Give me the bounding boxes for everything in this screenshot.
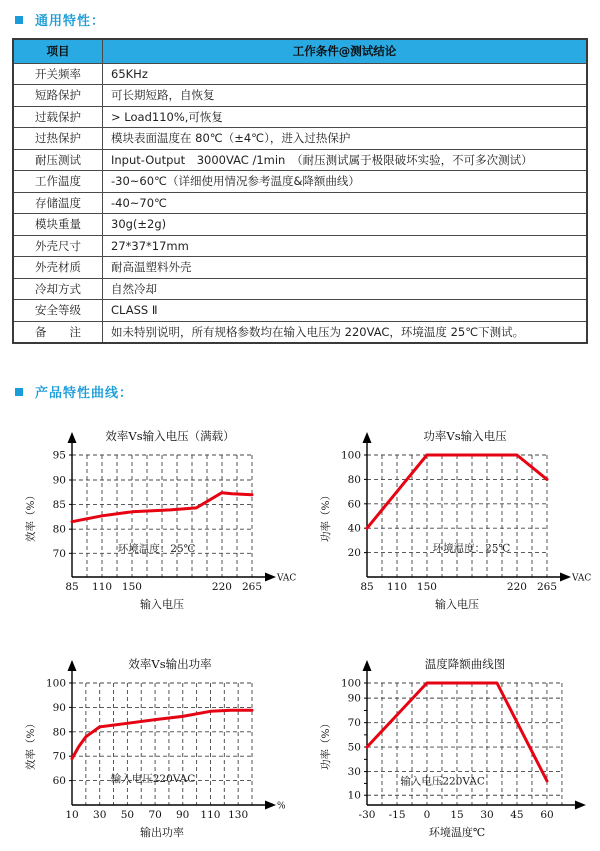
- x-axis-title: 输入电压: [435, 598, 479, 611]
- chart-canvas: [22, 427, 305, 619]
- section-heading-curves: [12, 382, 588, 401]
- svg-text:100: 100: [45, 677, 66, 690]
- svg-text:85: 85: [360, 581, 374, 593]
- svg-text:30: 30: [347, 766, 361, 779]
- spec-table-body: [13, 63, 587, 343]
- table-row: [13, 257, 587, 279]
- spec-value-cell: -30~60℃（详细使用情况参考温度&降额曲线）: [103, 171, 588, 193]
- x-unit-label: VAC: [572, 573, 592, 584]
- svg-text:45: 45: [510, 809, 524, 821]
- table-row: [13, 149, 587, 171]
- spec-value-cell: 65KHz: [103, 63, 588, 85]
- chart-efficiency-vs-input-voltage: [22, 427, 305, 619]
- svg-text:10: 10: [65, 809, 79, 821]
- x-unit-label: VAC: [277, 573, 297, 584]
- svg-text:100: 100: [340, 677, 361, 690]
- svg-text:60: 60: [540, 809, 554, 821]
- svg-text:220: 220: [506, 581, 527, 593]
- svg-text:150: 150: [416, 581, 437, 593]
- svg-text:70: 70: [52, 547, 66, 560]
- col-header-item: 项目: [13, 39, 103, 63]
- charts-section: [12, 344, 592, 847]
- table-row: [13, 278, 587, 300]
- chart-annotation: 输入电压220VAC: [110, 772, 196, 785]
- svg-text:90: 90: [52, 474, 66, 487]
- svg-text:15: 15: [450, 809, 464, 821]
- spec-value-cell: 耐高温塑料外壳: [103, 257, 588, 279]
- chart-efficiency-vs-output-power: [22, 655, 305, 847]
- spec-value-cell: > Load110%,可恢复: [103, 106, 588, 128]
- section-heading-general: [12, 10, 588, 29]
- chart-title: 功率Vs输入电压: [423, 429, 507, 443]
- svg-text:100: 100: [340, 449, 361, 462]
- bullet-square-icon: [15, 388, 23, 396]
- spec-item-cell: 存储温度: [13, 192, 103, 214]
- table-row: [13, 235, 587, 257]
- svg-text:60: 60: [347, 498, 361, 511]
- chart-canvas: [317, 655, 600, 847]
- svg-text:110: 110: [387, 581, 408, 593]
- spec-item-cell: 耐压测试: [13, 149, 103, 171]
- chart-temperature-derating-curve: [317, 655, 600, 847]
- spec-item-cell: 过载保护: [13, 106, 103, 128]
- table-row: [13, 106, 587, 128]
- chart-canvas: [22, 655, 305, 847]
- y-axis-title: 效率（%）: [25, 718, 37, 770]
- svg-text:130: 130: [228, 809, 249, 821]
- spec-value-cell: CLASS Ⅱ: [103, 300, 588, 322]
- svg-text:60: 60: [52, 775, 66, 788]
- svg-text:30: 30: [93, 809, 107, 821]
- spec-item-cell: 工作温度: [13, 171, 103, 193]
- svg-text:80: 80: [52, 523, 66, 536]
- y-axis-title: 效率（%）: [25, 490, 37, 542]
- svg-text:110: 110: [92, 581, 113, 593]
- svg-text:220: 220: [211, 581, 232, 593]
- svg-text:95: 95: [52, 449, 66, 462]
- x-unit-label: %: [277, 801, 286, 812]
- svg-text:90: 90: [347, 692, 361, 705]
- x-axis-title: 输出功率: [140, 826, 184, 839]
- spec-value-cell: 可长期短路，自恢复: [103, 85, 588, 107]
- x-axis-title: 环境温度℃: [428, 826, 486, 839]
- data-curve: [72, 710, 252, 758]
- spec-value-cell: Input-Output 3000VAC /1min （耐压测试属于极限破坏实验，不可多次测试）: [103, 149, 588, 171]
- spec-item-cell: 外壳尺寸: [13, 235, 103, 257]
- spec-value-cell: 30g(±2g): [103, 214, 588, 236]
- svg-text:70: 70: [52, 750, 66, 763]
- svg-text:70: 70: [347, 717, 361, 730]
- svg-text:0: 0: [423, 809, 431, 821]
- chart-title: 温度降额曲线图: [424, 657, 506, 671]
- y-axis-title: 功率（%）: [320, 718, 332, 770]
- spec-value-cell: 如未特别说明，所有规格参数均在输入电压为 220VAC，环境温度 25℃下测试。: [103, 321, 588, 343]
- svg-text:30: 30: [480, 809, 494, 821]
- spec-item-cell: 备 注: [13, 321, 103, 343]
- spec-value-cell: 模块表面温度在 80℃（±4℃），进入过热保护: [103, 128, 588, 150]
- spec-item-cell: 过热保护: [13, 128, 103, 150]
- spec-value-cell: 自然冷却: [103, 278, 588, 300]
- chart-annotation: 环境温度：25℃: [432, 542, 511, 555]
- chart-title: 效率Vs输入电压（满载）: [105, 429, 235, 443]
- spec-item-cell: 模块重量: [13, 214, 103, 236]
- svg-text:90: 90: [52, 701, 66, 714]
- section-title-general: 通用特性：: [35, 14, 106, 29]
- col-header-conditions: 工作条件@测试结论: [103, 39, 588, 63]
- svg-text:40: 40: [347, 522, 361, 535]
- chart-canvas: [317, 427, 600, 619]
- table-row: [13, 171, 587, 193]
- spec-value-cell: 27*37*17mm: [103, 235, 588, 257]
- svg-text:50: 50: [347, 741, 361, 754]
- svg-text:50: 50: [120, 809, 135, 821]
- svg-text:70: 70: [148, 809, 162, 821]
- y-axis-title: 功率（%）: [320, 490, 332, 542]
- spec-table-head: [13, 39, 587, 63]
- spec-item-cell: 外壳材质: [13, 257, 103, 279]
- spec-item-cell: 开关频率: [13, 63, 103, 85]
- svg-text:20: 20: [347, 547, 361, 560]
- svg-text:110: 110: [200, 809, 221, 821]
- spec-value-cell: -40~70℃: [103, 192, 588, 214]
- svg-text:265: 265: [241, 581, 263, 593]
- svg-text:80: 80: [52, 726, 66, 739]
- spec-item-cell: 冷却方式: [13, 278, 103, 300]
- svg-text:-15: -15: [388, 809, 406, 821]
- table-row: [13, 192, 587, 214]
- svg-text:85: 85: [65, 581, 79, 593]
- svg-text:10: 10: [347, 789, 361, 802]
- spec-item-cell: 短路保护: [13, 85, 103, 107]
- x-axis-title: 输入电压: [140, 598, 184, 611]
- table-row: [13, 85, 587, 107]
- svg-text:265: 265: [536, 581, 558, 593]
- chart-annotation: 环境温度：25℃: [117, 542, 196, 555]
- spec-table: [12, 38, 588, 344]
- chart-title: 效率Vs输出功率: [128, 657, 212, 671]
- section-title-curves: 产品特性曲线：: [35, 386, 134, 401]
- svg-text:150: 150: [121, 581, 142, 593]
- table-row: [13, 321, 587, 343]
- chart-annotation: 输入电压220VAC: [400, 775, 485, 788]
- svg-text:90: 90: [176, 809, 190, 821]
- spec-table-header-row: [13, 39, 587, 63]
- table-row: [13, 214, 587, 236]
- bullet-square-icon: [15, 16, 23, 24]
- svg-text:-30: -30: [358, 809, 376, 821]
- chart-power-vs-input-voltage: [317, 427, 600, 619]
- spec-item-cell: 安全等级: [13, 300, 103, 322]
- svg-text:85: 85: [52, 498, 66, 511]
- svg-text:80: 80: [347, 473, 361, 486]
- table-row: [13, 128, 587, 150]
- table-row: [13, 300, 587, 322]
- charts-grid: [22, 427, 592, 847]
- table-row: [13, 63, 587, 85]
